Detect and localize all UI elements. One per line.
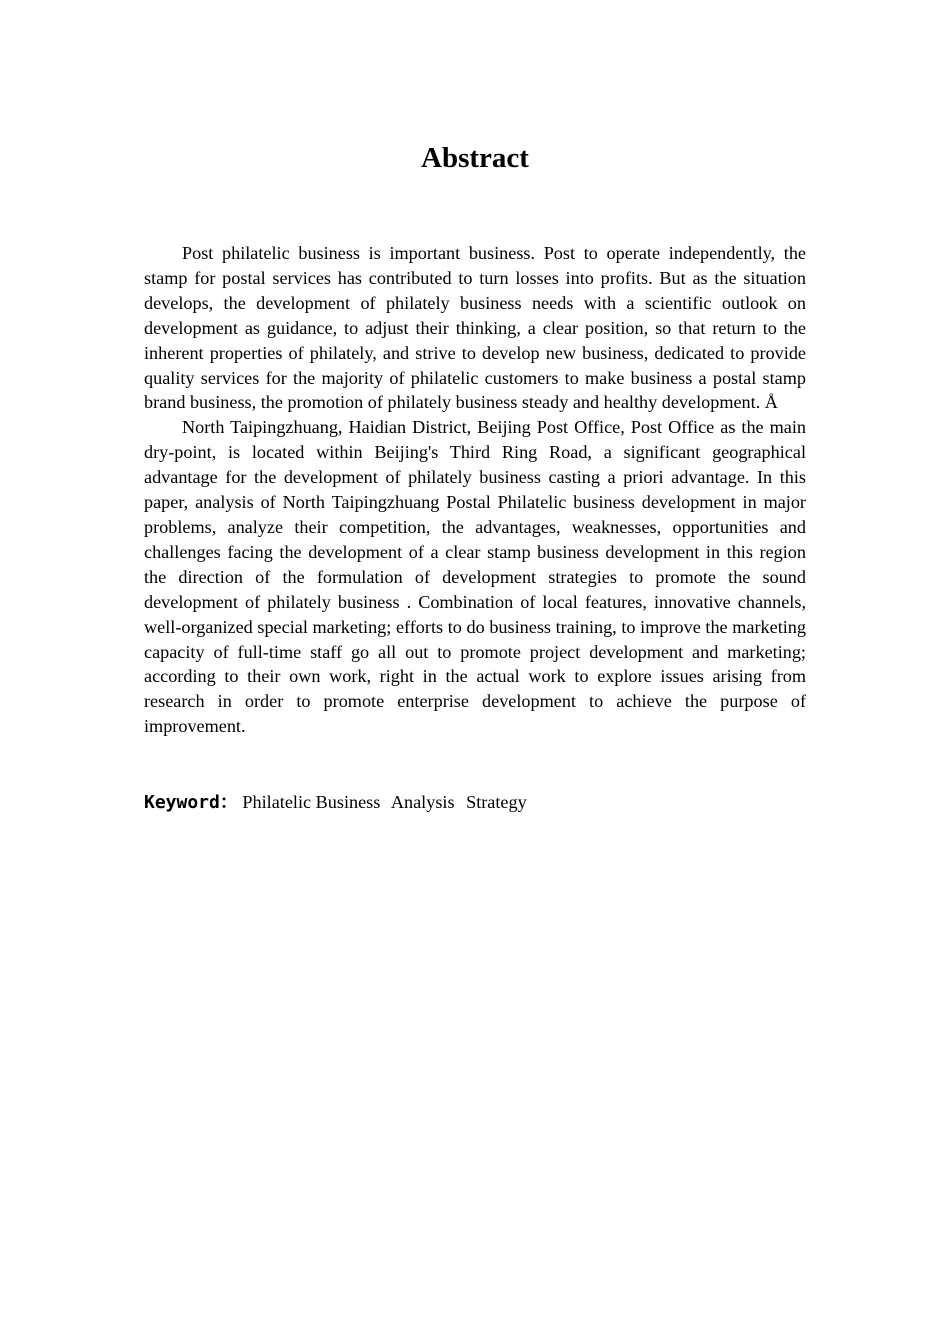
keyword-item: Philatelic Business bbox=[242, 792, 381, 812]
keyword-line bbox=[144, 789, 806, 816]
keyword-item: Strategy bbox=[466, 792, 527, 812]
keyword-item: Analysis bbox=[390, 792, 455, 812]
abstract-paragraph-1: Post philatelic business is important business. Post to operate independently, the stamp for postal services has contributed to turn losses into profits. But as the situation develops, the development of philately business needs with a scientific outlook on development as guidance, to adjust their thinking, a clear position, so that return to the inherent properties of philately, and strive to develop new business, dedicated to provide quality services for the majority of philatelic customers to make business a postal stamp brand business, the promotion of philately business steady and healthy development. Å bbox=[144, 243, 806, 413]
page-title: Abstract bbox=[421, 142, 529, 174]
abstract-body bbox=[144, 241, 806, 739]
abstract-paragraph-2: North Taipingzhuang, Haidian District, Beijing Post Office, Post Office as the main dry-point, is located within Beijing's Third Ring Road, a significant geographical advantage for the development of philately business casting a priori advantage. In this paper, analysis of North Taipingzhuang Postal Philatelic business development in major problems, analyze their competition, the advantages, weaknesses, opportunities and challenges facing the development of a clear stamp business development in this region the direction of the formulation of development strategies to promote the sound development of philately business . Combination of local features, innovative channels, well-organized special marketing; efforts to do business training, to improve the marketing capacity of full-time staff go all out to promote project development and marketing; according to their own work, right in the actual work to explore issues arising from research in order to promote enterprise development to achieve the purpose of improvement. bbox=[144, 417, 806, 737]
keyword-label: Keyword： bbox=[144, 792, 238, 813]
